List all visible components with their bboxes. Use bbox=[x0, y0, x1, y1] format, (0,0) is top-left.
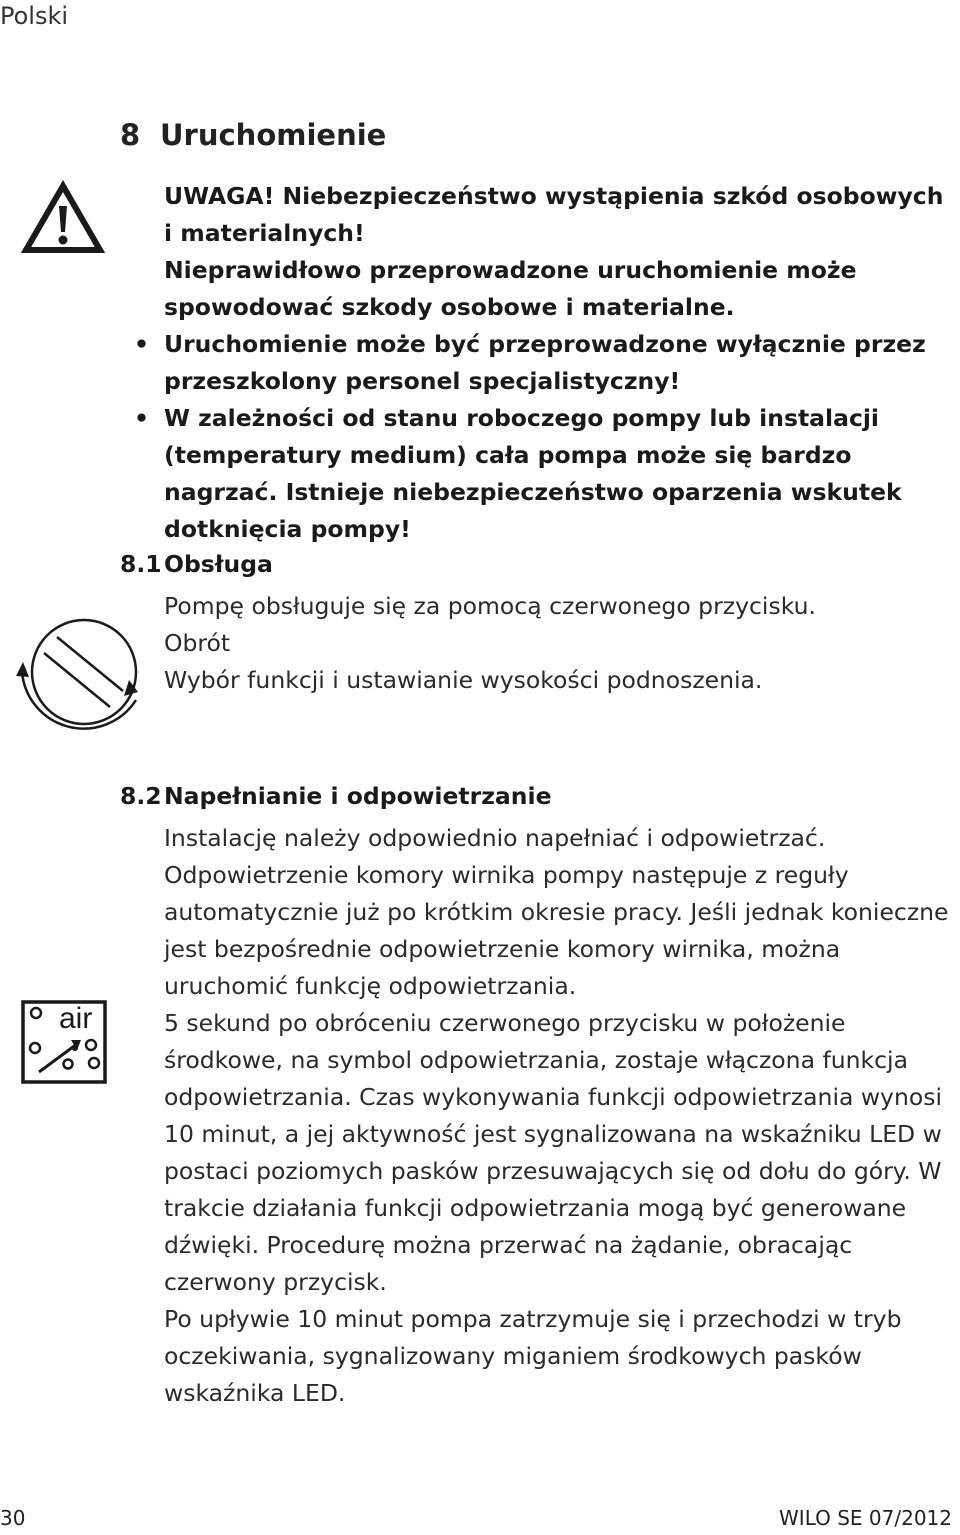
publisher-date: WILO SE 07/2012 bbox=[779, 1506, 952, 1530]
warning-bullet-list bbox=[164, 326, 954, 548]
air-vent-symbol bbox=[21, 1000, 107, 1084]
page-number: 30 bbox=[0, 1506, 26, 1530]
section-heading-8 bbox=[120, 118, 386, 152]
section-title: Napełnianie i odpowietrzanie bbox=[164, 782, 552, 810]
air-label: air bbox=[59, 1002, 93, 1035]
section-8-1-body bbox=[164, 588, 956, 699]
list-item: • W zależności od stanu roboczego pompy lub instalacji (temperatury medium) cała pompa może się bardzo nagrzać. Istnieje niebezpieczeństwo oparzenia wskutek dotknięcia pompy! bbox=[164, 400, 954, 548]
section-number: 8.2 bbox=[120, 782, 162, 810]
paragraph: Po upływie 10 minut pompa zatrzymuje się i przechodzi w tryb oczekiwania, sygnalizowany miganiem środkowych pasków wskaźnika LED. bbox=[164, 1305, 902, 1407]
warning-block bbox=[164, 178, 954, 548]
warning-icon bbox=[22, 182, 104, 254]
warning-text: Nieprawidłowo przeprowadzone uruchomienie może spowodować szkody osobowe i materialne. bbox=[164, 256, 857, 321]
section-heading-8-2 bbox=[120, 782, 552, 810]
warning-title-line2: i materialnych! bbox=[164, 219, 365, 247]
section-heading-8-1 bbox=[120, 550, 273, 578]
section-number: 8.1 bbox=[120, 550, 162, 578]
paragraph: Instalację należy odpowiednio napełniać i odpowietrzać. Odpowietrzenie komory wirnika pompy następuje z reguły automatycznie już po krótkim okresie pracy. Jeśli jednak konieczne jest bezpośrednie odpowietrzenie komory wirnika, można uruchomić funkcję odpowietrzania. bbox=[164, 824, 949, 1000]
paragraph: Wybór funkcji i ustawianie wysokości podnoszenia. bbox=[164, 666, 763, 694]
section-number: 8 bbox=[120, 118, 141, 152]
language-label: Polski bbox=[0, 2, 69, 30]
warning-title-line1: UWAGA! Niebezpieczeństwo wystąpienia szkód osobowych bbox=[164, 182, 944, 210]
section-title: Obsługa bbox=[164, 550, 273, 578]
paragraph: Pompę obsługuje się za pomocą czerwonego przycisku. bbox=[164, 592, 816, 620]
section-title: Uruchomienie bbox=[160, 118, 387, 152]
paragraph: 5 sekund po obróceniu czerwonego przycisku w położenie środkowe, na symbol odpowietrzania, zostaje włączona funkcja odpowietrzania. Czas wykonywania funkcji odpowietrzania wynosi 10 minut, a jej aktywność jest sygnalizowana na wskaźniku LED w postaci poziomych pasków przesuwających się od dołu do góry. W trakcie działania funkcji odpowietrzania mogą być generowane dźwięki. Procedurę można przerwać na żądanie, obracając czerwony przycisk. bbox=[164, 1009, 943, 1296]
section-8-2-body bbox=[164, 820, 956, 1412]
paragraph: Obrót bbox=[164, 629, 231, 657]
list-item: • Uruchomienie może być przeprowadzone wyłącznie przez przeszkolony personel specjalistyczny! bbox=[164, 326, 954, 400]
rotary-knob-icon bbox=[14, 600, 144, 750]
